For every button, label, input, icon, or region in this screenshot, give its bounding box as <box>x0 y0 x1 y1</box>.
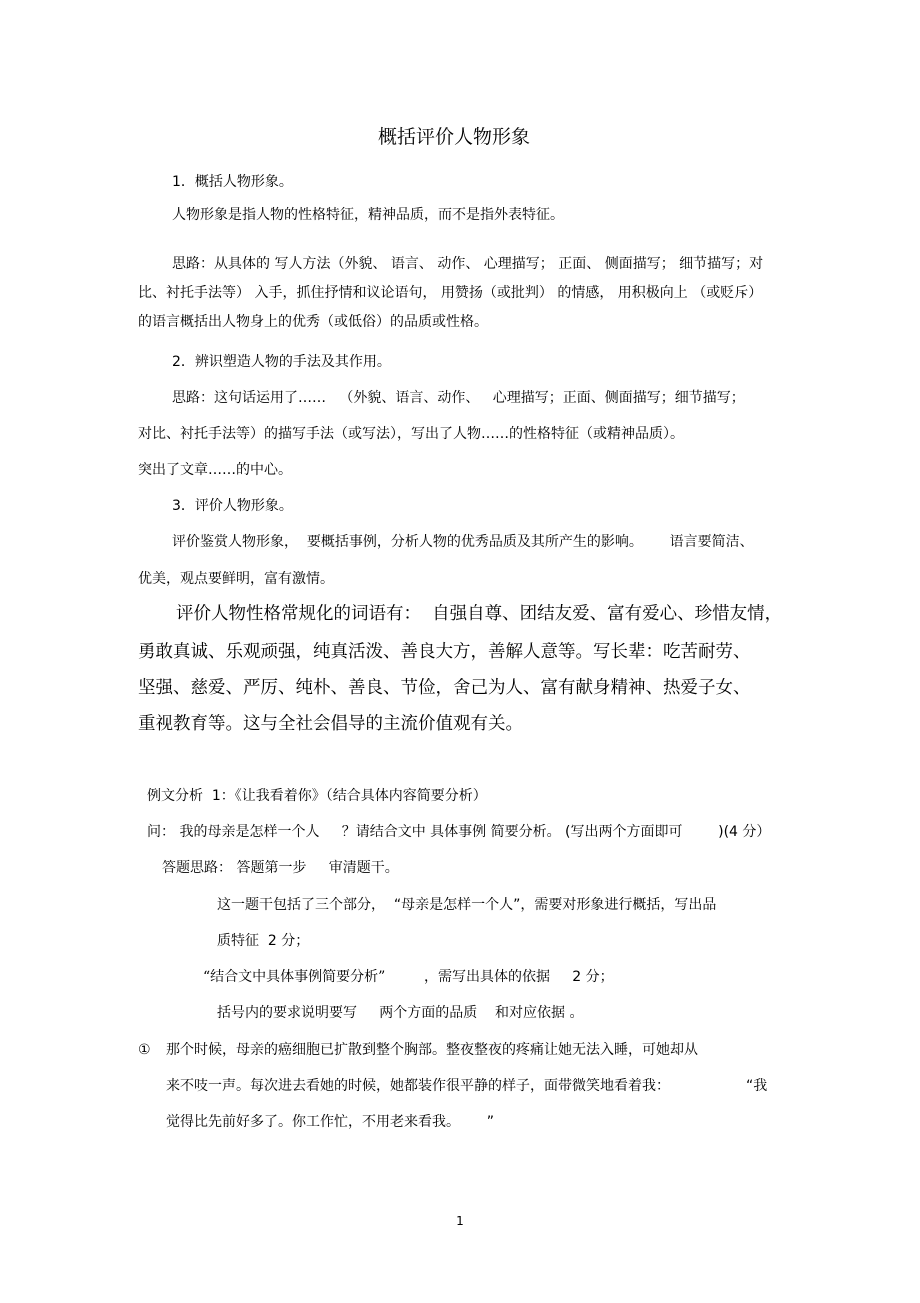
analysis-line-2: 质特征 2 分； <box>217 933 310 949</box>
passage-line-2-quote: “我 <box>746 1078 768 1094</box>
example-question: 问： 我的母亲是怎样一个人 ？请结合文中 具体事例 简要分析。 (写出两个方面即可 )(4 分） <box>147 824 771 840</box>
passage-line-1: 那个时候，母亲的癌细胞已扩散到整个胸部。整夜整夜的疼痛让她无法入睡，可她却从 <box>166 1042 698 1058</box>
bracket-note: 括号内的要求说明要写 两个方面的品质 和对应依据 。 <box>217 1005 584 1021</box>
passage-marker: ① <box>138 1042 151 1058</box>
requirement-quote: “结合文中具体事例简要分析” <box>203 969 386 985</box>
analysis-line-1: 这一题干包括了三个部分， “母亲是怎样一个人”，需要对形象进行概括，写出品 <box>217 897 717 913</box>
document-title: 概括评价人物形象 <box>377 126 530 148</box>
section2-approach-line-2: 对比、衬托手法等）的描写手法（或写法），写出了人物……的性格特征（或精神品质）。 <box>138 426 684 442</box>
section2-approach-line-1: 思路：这句话运用了…… （外貌、语言、动作、 心理描写；正面、侧面描写；细节描写； <box>172 390 745 406</box>
requirement-rest: ，需写出具体的依据 2 分； <box>424 969 614 985</box>
passage-line-2: 来不吱一声。每次进去看她的时候，她都装作很平静的样子，面带微笑地看着我： <box>166 1078 670 1094</box>
section2-heading: 2．辨识塑造人物的手法及其作用。 <box>172 354 391 370</box>
section1-definition: 人物形象是指人物的性格特征，精神品质，而不是指外表特征。 <box>172 207 564 223</box>
section1-approach-line-1: 思路：从具体的 写人方法（外貌、 语言、 动作、 心理描写； 正面、 侧面描写； 细节描写；对 <box>172 256 764 272</box>
section2-approach-line-3: 突出了文章……的中心。 <box>138 462 292 478</box>
section1-heading: 1．概括人物形象。 <box>172 174 293 190</box>
passage-line-3: 觉得比先前好多了。你工作忙，不用老来看我。 ” <box>166 1114 494 1130</box>
section1-approach-line-2: 比、衬托手法等） 入手，抓住抒情和议论语句， 用赞扬（或批判） 的情感， 用积极向上 （或贬斥） <box>138 285 763 301</box>
section3-heading: 3．评价人物形象。 <box>172 498 293 514</box>
example-heading: 例文分析 1：《让我看着你》（结合具体内容简要分析） <box>147 788 487 804</box>
vocabulary-line-4: 重视教育等。这与全社会倡导的主流价值观有关。 <box>138 714 523 734</box>
section3-guidance-line-1: 评价鉴赏人物形象， 要概括事例，分析人物的优秀品质及其所产生的影响。 语言要简洁、 <box>172 534 754 550</box>
vocabulary-line-2: 勇敢真诚、乐观顽强，纯真活泼、善良大方，善解人意等。写长辈：吃苦耐劳、 <box>138 642 751 662</box>
section1-approach-line-3: 的语言概括出人物身上的优秀（或低俗）的品质或性格。 <box>138 314 488 330</box>
vocabulary-line-1: 评价人物性格常规化的词语有： 自强自尊、团结友爱、富有爱心、珍惜友情， <box>176 604 783 624</box>
section3-guidance-line-2: 优美，观点要鲜明，富有激情。 <box>138 571 334 587</box>
page-number: 1 <box>456 1214 464 1228</box>
vocabulary-line-3: 坚强、慈爱、严厉、纯朴、善良、节俭，舍己为人、富有献身精神、热爱子女、 <box>138 678 751 698</box>
answer-intro: 答题思路： 答题第一步 审清题干。 <box>162 860 399 876</box>
